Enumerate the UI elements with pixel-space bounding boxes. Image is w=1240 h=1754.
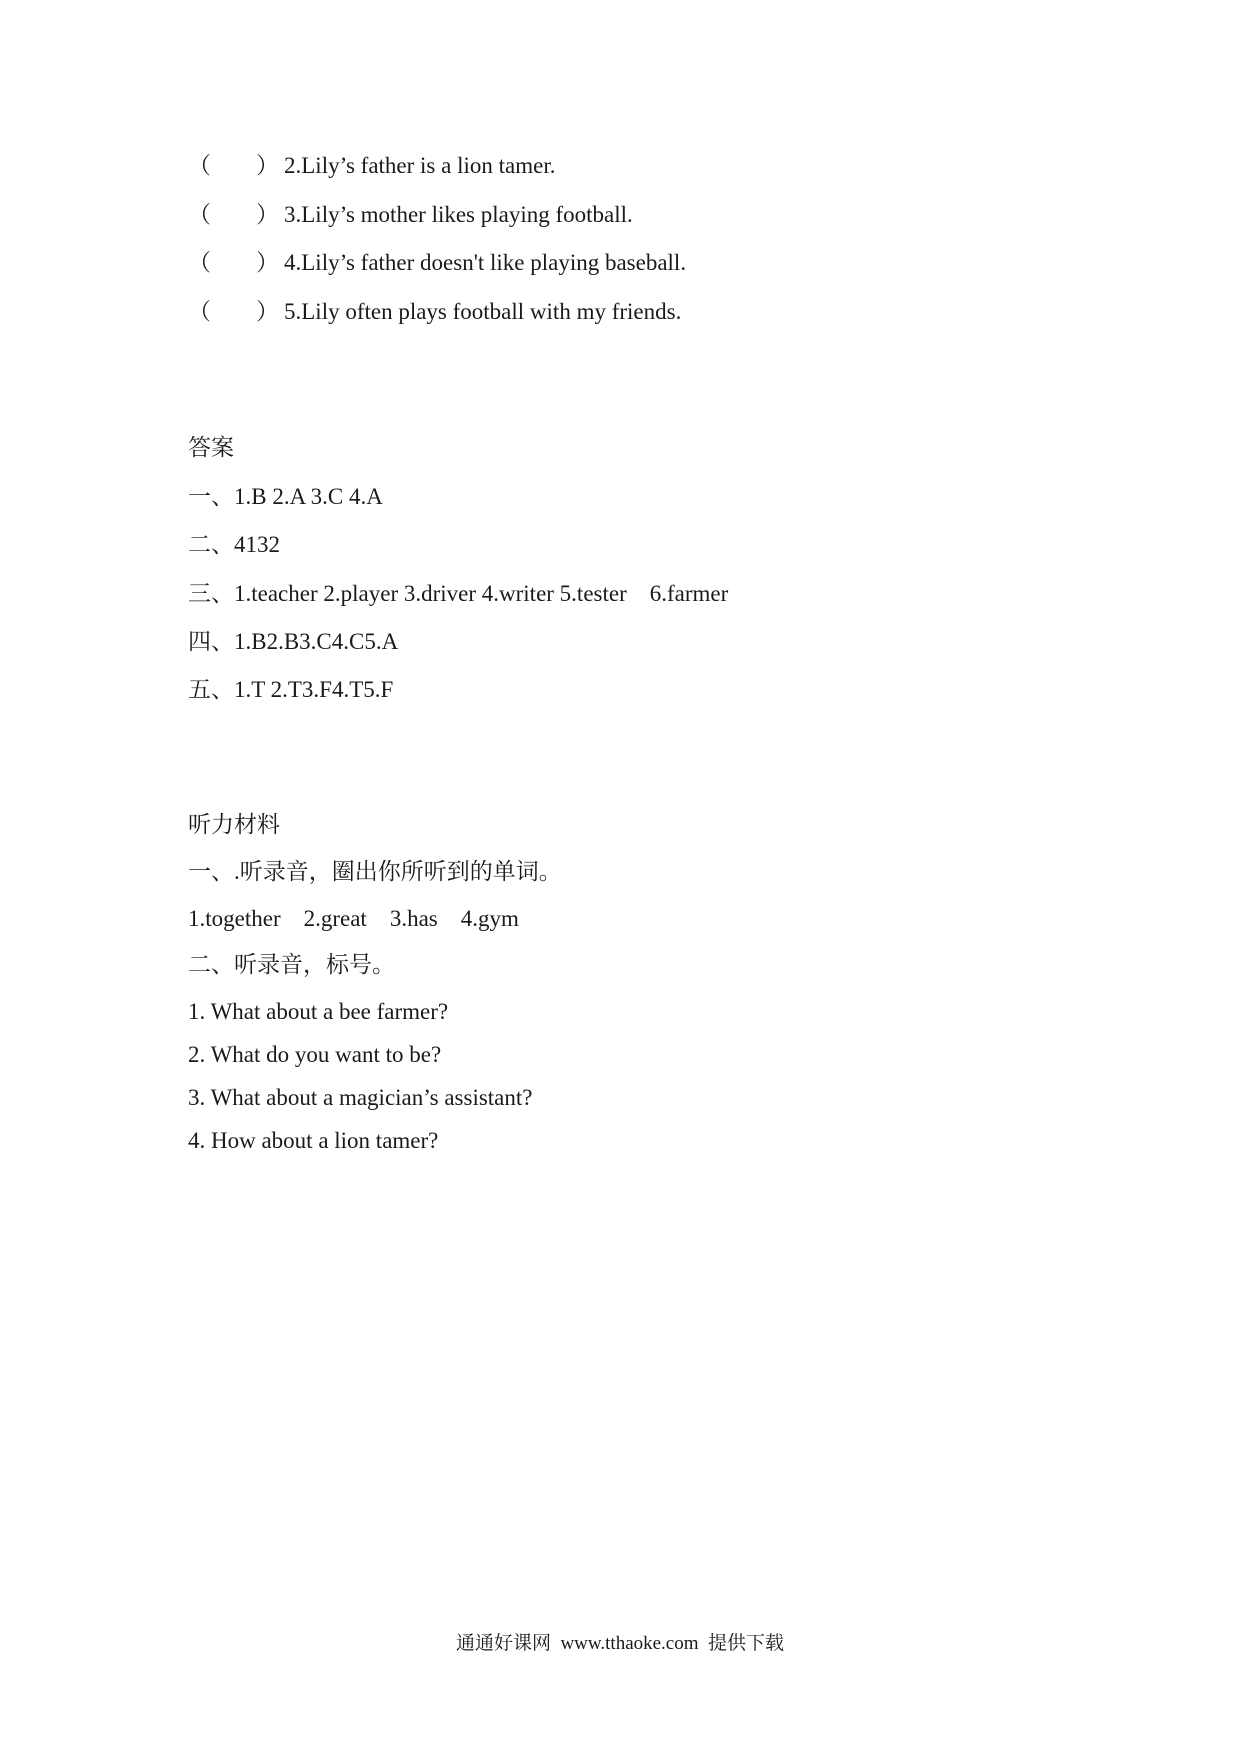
answer-bracket-close: ） bbox=[256, 250, 279, 275]
answer-line-2: 二、4132 bbox=[188, 532, 280, 557]
answer-line-5: 五、1.T 2.T3.F4.T5.F bbox=[188, 677, 394, 702]
answers-heading: 答案 bbox=[188, 435, 234, 460]
listening-line-7: 4. How about a lion tamer? bbox=[188, 1128, 439, 1153]
answer-bracket-close: ） bbox=[256, 202, 279, 227]
tf-statement: 5.Lily often plays football with my friends. bbox=[284, 299, 682, 324]
answer-bracket-open: （ bbox=[188, 202, 211, 227]
answer-bracket-close: ） bbox=[256, 153, 279, 178]
answer-bracket-open: （ bbox=[188, 299, 211, 324]
tf-statement: 2.Lily’s father is a lion tamer. bbox=[284, 153, 556, 178]
answer-line-3: 三、1.teacher 2.player 3.driver 4.writer 5.tester 6.farmer bbox=[188, 581, 729, 606]
listening-line-3: 二、听录音，标号。 bbox=[188, 952, 395, 977]
listening-line-5: 2. What do you want to be? bbox=[188, 1042, 442, 1067]
answer-bracket-open: （ bbox=[188, 250, 211, 275]
page-footer: 通通好课网 www.tthaoke.com 提供下载 bbox=[455, 1633, 785, 1654]
answer-bracket-close: ） bbox=[256, 299, 279, 324]
listening-line-4: 1. What about a bee farmer? bbox=[188, 999, 449, 1024]
listening-line-2: 1.together 2.great 3.has 4.gym bbox=[188, 906, 519, 931]
tf-statement: 4.Lily’s father doesn't like playing baseball. bbox=[284, 250, 687, 275]
answer-line-1: 一、1.B 2.A 3.C 4.A bbox=[188, 484, 383, 509]
answer-bracket-open: （ bbox=[188, 153, 211, 178]
listening-line-1: 一、.听录音，圈出你所听到的单词。 bbox=[188, 859, 562, 884]
listening-line-6: 3. What about a magician’s assistant? bbox=[188, 1085, 533, 1110]
tf-statement: 3.Lily’s mother likes playing football. bbox=[284, 202, 633, 227]
listening-heading: 听力材料 bbox=[188, 812, 280, 837]
answer-line-4: 四、1.B2.B3.C4.C5.A bbox=[188, 629, 399, 654]
